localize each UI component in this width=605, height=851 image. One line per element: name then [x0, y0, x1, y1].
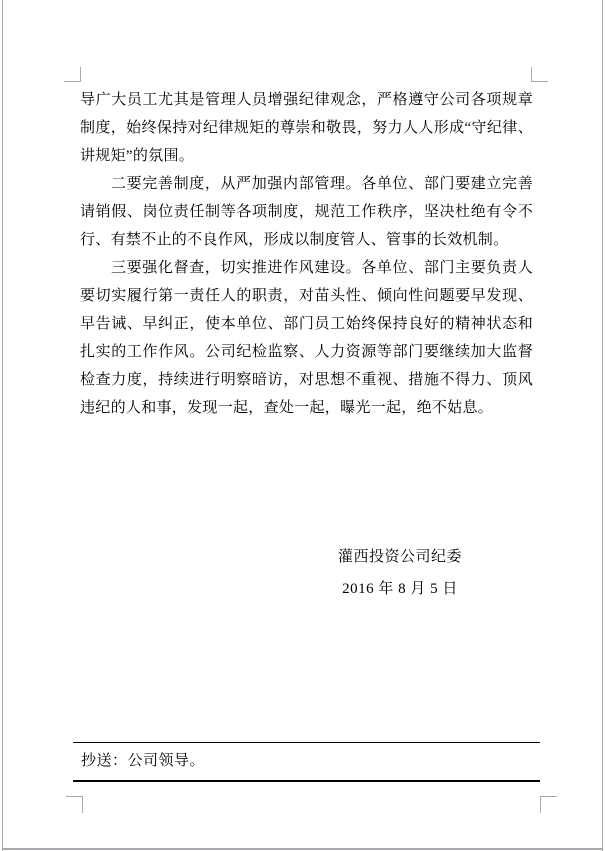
body-text-line: 导广大员工尤其是管理人员增强纪律观念，严格遵守公司各项规章 [80, 92, 533, 108]
margin-mark-top-right-icon [531, 67, 548, 82]
body-text-line: 讲规矩”的氛围。 [80, 148, 195, 164]
footer-rule-top [73, 742, 540, 743]
body-text-line: 扎实的工作作风。公司纪检监察、人力资源等部门要继续加大监督 [80, 344, 533, 360]
signature-block [267, 541, 533, 605]
footer-rule-bottom [73, 780, 540, 782]
margin-mark-bottom-left-icon [66, 796, 83, 813]
body-text-line: 二要完善制度，从严加强内部管理。各单位、部门要建立完善 [111, 176, 533, 192]
signature-line: 灌西投资公司纪委 [337, 549, 462, 565]
copy-to-line: 抄送：公司领导。 [81, 753, 206, 769]
body-text-line: 制度，始终保持对纪律规矩的尊崇和敬畏，努力人人形成“守纪律、 [80, 120, 533, 136]
page-left-edge [2, 0, 3, 851]
body-text-line: 请销假、岗位责任制等各项制度，规范工作秩序，坚决杜绝有令不 [80, 204, 533, 220]
page-bottom-edge [2, 848, 603, 850]
margin-mark-bottom-right-icon [540, 796, 557, 813]
body-text-line: 违纪的人和事，发现一起，查处一起，曝光一起，绝不姑息。 [80, 400, 494, 416]
body-text-line: 检查力度，持续进行明察暗访，对思想不重视、措施不得力、顶风 [80, 372, 533, 388]
document-body [80, 86, 533, 422]
body-text-line: 行、有禁不止的不良作风，形成以制度管人、管事的长效机制。 [80, 232, 509, 248]
body-text-line: 要切实履行第一责任人的职责，对苗头性、倾向性问题要早发现、 [80, 288, 533, 304]
margin-mark-top-left-icon [64, 67, 81, 82]
date-line: 2016 年 8 月 5 日 [342, 581, 458, 597]
body-text-line: 早告诫、早纠正，使本单位、部门员工始终保持良好的精神状态和 [80, 316, 533, 332]
body-text-line: 三要强化督查，切实推进作风建设。各单位、部门主要负责人 [111, 260, 533, 276]
page-right-edge [602, 0, 603, 851]
